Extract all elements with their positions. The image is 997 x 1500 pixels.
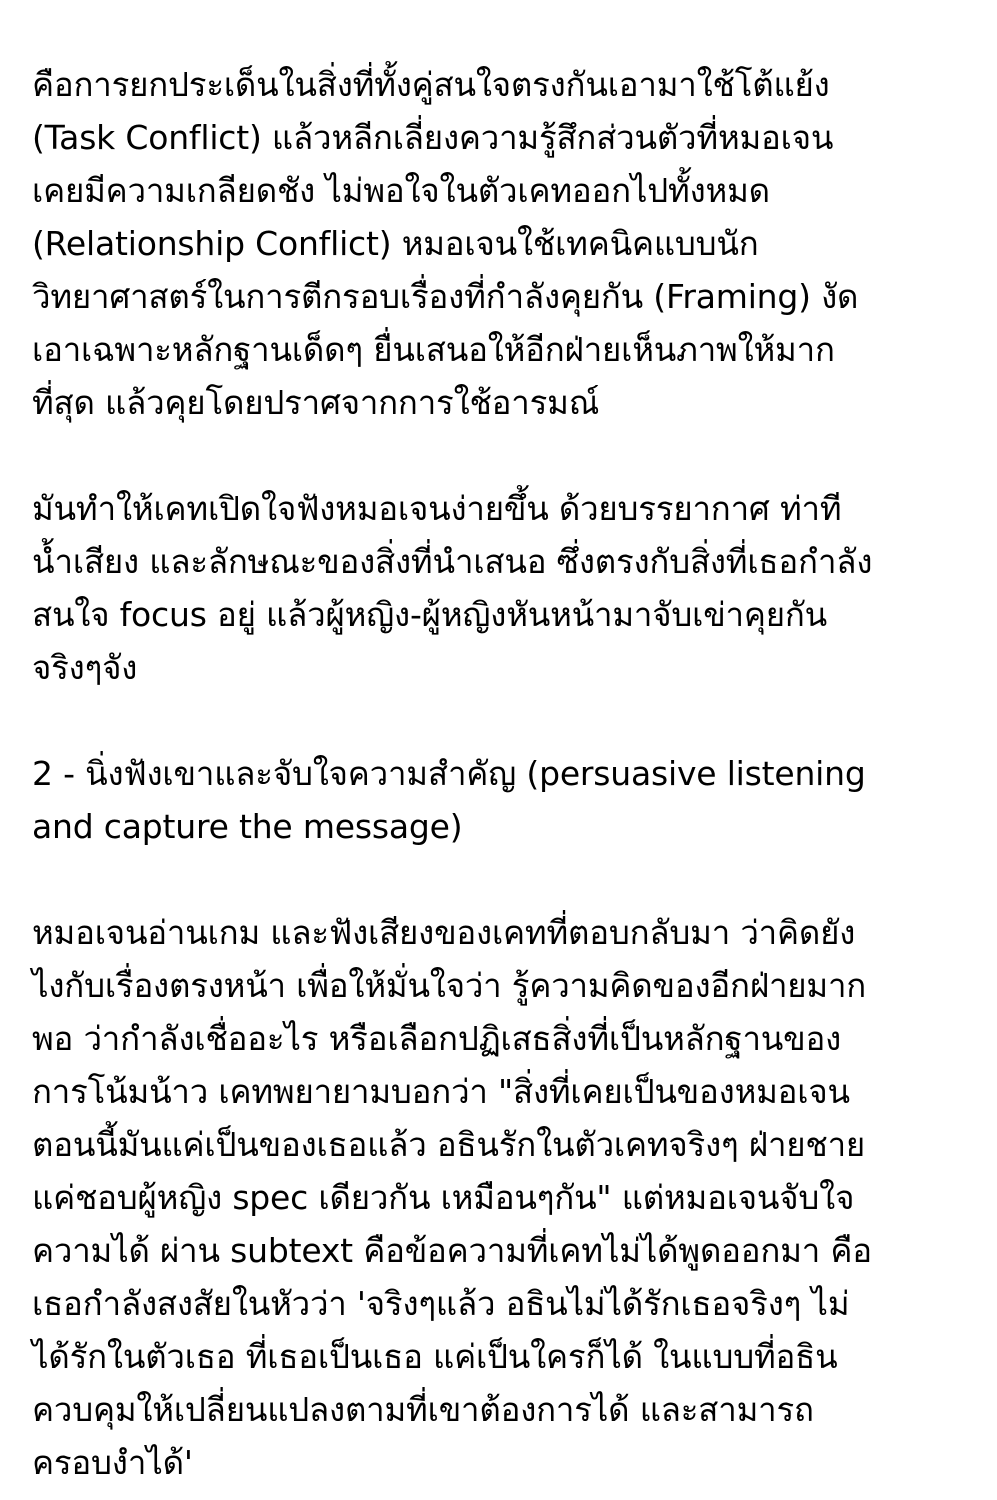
- text-line: การโน้มน้าว เคทพยายามบอกว่า "สิ่งที่เคยเป็นของหมอเจน: [32, 1072, 850, 1111]
- section-heading-persuasive-listening: [32, 747, 967, 853]
- text-line: พอ ว่ากำลังเชื่ออะไร หรือเลือกปฏิเสธสิ่งที่เป็นหลักฐานของ: [32, 1019, 842, 1058]
- text-line: (Relationship Conflict) หมอเจนใช้เทคนิคแบบนัก: [32, 224, 759, 263]
- text-line: ควบคุมให้เปลี่ยนแปลงตามที่เขาต้องการได้ และสามารถ: [32, 1390, 814, 1429]
- text-line: ไงกับเรื่องตรงหน้า เพื่อให้มั่นใจว่า รู้ความคิดของอีกฝ่ายมาก: [32, 966, 867, 1005]
- text-line: and capture the message): [32, 807, 463, 846]
- text-line: หมอเจนอ่านเกม และฟังเสียงของเคทที่ตอบกลับมา ว่าคิดยัง: [32, 913, 856, 952]
- text-line: เอาเฉพาะหลักฐานเด็ดๆ ยื่นเสนอให้อีกฝ่ายเห็นภาพให้มาก: [32, 330, 835, 369]
- paragraph-subtext: [32, 906, 967, 1489]
- paragraph-open-mind: [32, 482, 967, 694]
- text-line: ความได้ ผ่าน subtext คือข้อความที่เคทไม่ได้พูดออกมา คือ: [32, 1231, 872, 1270]
- text-line: เคยมีความเกลียดชัง ไม่พอใจในตัวเคทออกไปทั้งหมด: [32, 171, 770, 210]
- text-line: สนใจ focus อยู่ แล้วผู้หญิง-ผู้หญิงหันหน้ามาจับเข่าคุยกัน: [32, 595, 828, 634]
- text-line: ครอบงำได้': [32, 1443, 193, 1482]
- text-line: แค่ชอบผู้หญิง spec เดียวกัน เหมือนๆกัน" แต่หมอเจนจับใจ: [32, 1178, 855, 1217]
- text-line: ได้รักในตัวเธอ ที่เธอเป็นเธอ แค่เป็นใครก็ได้ ในแบบที่อธิน: [32, 1337, 838, 1376]
- text-line: เธอกำลังสงสัยในหัวว่า 'จริงๆแล้ว อธินไม่ได้รักเธอจริงๆ ไม่: [32, 1284, 850, 1323]
- text-line: น้ำเสียง และลักษณะของสิ่งที่นำเสนอ ซึ่งตรงกับสิ่งที่เธอกำลัง: [32, 542, 873, 581]
- text-line: ที่สุด แล้วคุยโดยปราศจากการใช้อารมณ์: [32, 383, 600, 422]
- text-line: จริงๆจัง: [32, 648, 138, 687]
- paragraph-task-conflict: [32, 58, 967, 429]
- text-line: มันทำให้เคทเปิดใจฟังหมอเจนง่ายขึ้น ด้วยบรรยากาศ ท่าที: [32, 489, 842, 528]
- text-line: 2 - นิ่งฟังเขาและจับใจความสำคัญ (persuasive listening: [32, 754, 866, 793]
- text-line: ตอนนี้มันแค่เป็นของเธอแล้ว อธินรักในตัวเคทจริงๆ ฝ่ายชาย: [32, 1125, 866, 1164]
- text-line: คือการยกประเด็นในสิ่งที่ทั้งคู่สนใจตรงกันเอามาใช้โต้แย้ง: [32, 65, 830, 104]
- text-line: วิทยาศาสตร์ในการตีกรอบเรื่องที่กำลังคุยกัน (Framing) งัด: [32, 277, 859, 316]
- text-line: (Task Conflict) แล้วหลีกเลี่ยงความรู้สึกส่วนตัวที่หมอเจน: [32, 118, 834, 157]
